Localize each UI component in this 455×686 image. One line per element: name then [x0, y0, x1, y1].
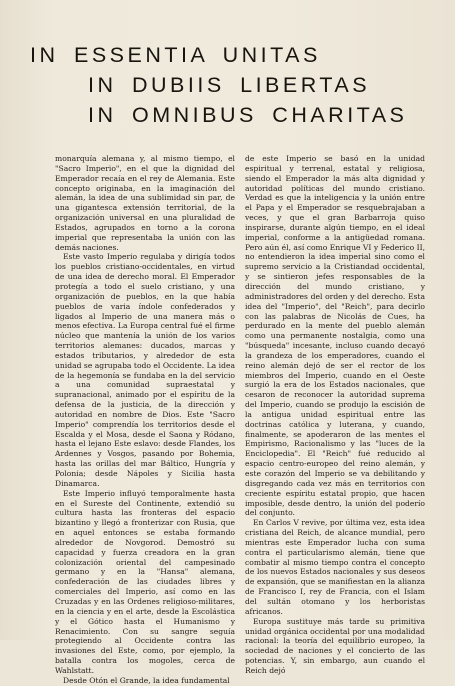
page-title	[30, 40, 430, 130]
paragraph: Este vasto Imperio regulaba y dirigía todos los pueblos cristiano-occidentales, en virtud de una idea de derecho moral. El Emperador protegía a todo el suelo cristiano, y una organización de pueblos, en la que había pueblos de varia índole confederados y ligados al Imperio de una manera más o menos efectiva. La Europa central fué el firme núcleo que mantenía la unión de los varios territorios alemanes: ducados, marcas y estados tributarios, y alrededor de esta unidad se agrupaba todo el Occidente. La idea de la hegemonía se fundaba en la del servicio a una comunidad supraestatal y supranacional, animado por el espíritu de la defensa de la justicia, de la dirección y autoridad en nombre de Dios. Este "Sacro Imperio" comprendía los territorios desde el Escalda y el Mosa, desde el Saona y Ródano, hasta el lejano Este eslavo: desde Flandes, los Ardennes y Vosgos, pasando por Bohemia, hasta las orillas del mar Báltico, Hungría y Polonia; desde Nápoles y Sicilia hasta Dinamarca.	[55, 252, 235, 488]
title-line-1: IN ESSENTIA UNITAS	[30, 43, 321, 67]
paragraph: monarquía alemana y, al mismo tiempo, el "Sacro Imperio", en el que la dignidad del Emperador recaía en el rey de Alemania. Este concepto originaba, en la imaginación del alemán, la idea de una sublimidad sin par, de una gigantesca extensión territorial, de la organización universal en una pluralidad de Estados, agrupados en torno a la corona imperial que representaba la unión con las demás naciones.	[55, 154, 235, 252]
paragraph: de este Imperio se basó en la unidad espiritual y terrenal, estatal y religiosa, siendo el Emperador la más alta dignidad y autoridad políticas del mundo cristiano. Verdad es que la inteligencia y la unión entre el Papa y el Emperador se resquebrajaban a veces, y que el gran Barbarroja quiso inspirarse, durante algún tiempo, en el ideal imperial, conforme a la antigüedad romana. Pero aún él, así como Enrique VI y Federico II, no entendieron la idea imperial sino como el supremo servicio a la Cristiandad occidental, y se sintieron jefes responsables de la dirección del mundo cristiano, y administradores del orden y del derecho. Esta idea del "Imperio", del "Reich", para decirlo con las palabras de Nicolás de Cues, ha perdurado en la mente del pueblo alemán como una permanente nostalgia, como una "búsqueda" incesante, incluso cuando decayó la grandeza de los emperadores, cuando el reino alemán dejó de ser el rector de los miembros del Imperio, cuando en el Oeste surgió la era de los Estados nacionales, que cesaron de reconocer la autoridad suprema del Imperio, cuando se produjo la escisión de la antigua unidad espiritual entre las doctrinas católica y luterana, y cuando, finalmente, se apoderaron de las mentes el Empirismo, Racionalismo y las "luces de la Enciclopedia". El "Reich" fué reducido al espacio centro-europeo del reino alemán, y este corazón del Imperio se va debilitando y disgregando cada vez más en territorios con creciente espíritu estatal propio, que hacen imposible, desde dentro, la unión del poderío del conjunto.	[245, 154, 425, 518]
title-line-3: IN OMNIBUS CHARITAS	[88, 103, 408, 127]
paragraph: Desde Otón el Grande, la idea fundamental	[63, 675, 230, 685]
paragraph: Europa sustituye más tarde su primitiva unidad orgánica occidental por una modalidad racional: la teoría del equilibrio europeo, la sociedad de naciones y el concierto de las potencias. Y, sin embargo, aun cuando el Reich dejó	[245, 616, 425, 675]
left-column	[55, 154, 235, 685]
paragraph: En Carlos V revive, por última vez, esta idea cristiana del Reich, de alcance mundial, pero mientras este Emperador lucha con suma contra el particularismo alemán, tiene que combatir al mismo tiempo contra el concepto de los nuevos Estados nacionales y sus deseos de expansión, que se manifiestan en la alianza de Francisco I, rey de Francia, con el Islam del sultán otomano y los herboristas africanos.	[245, 518, 425, 616]
right-column	[245, 154, 425, 675]
title-line-2: IN DUBIIS LIBERTAS	[88, 73, 371, 97]
paragraph: Este Imperio influyó temporalmente hasta en el Sureste del Continente, extendió su cultura hasta las fronteras del espacio bizantino y llegó a fronterizar con Rusia, que en aquel entonces se estaba formando alrededor de Novgorod. Demostró su capacidad y fuerza creadora en la gran colonización oriental del campesinado germano y en la "Hansa" alemana, confederación de las ciudades libres y comerciales del Imperio, así como en las Cruzadas y en las Ordenes religioso-militares, en la ciencia y en el arte, desde la Escolástica y el Gótico hasta el Humanismo y Renacimiento. Con su sangre seguía protegiendo al Occidente contra las invasiones del Este, como, por ejemplo, la batalla contra los mogoles, cerca de Wahlstatt.	[55, 488, 235, 675]
body-columns	[55, 154, 425, 685]
